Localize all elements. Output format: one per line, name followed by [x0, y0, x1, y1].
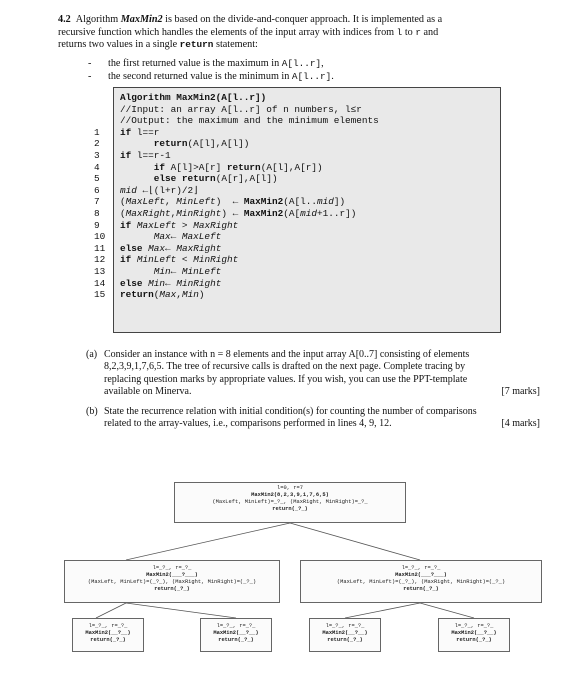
line-code: Max← MaxLeft [153, 231, 222, 243]
edge-l-lr [126, 603, 236, 618]
line-number: 2 [94, 138, 100, 150]
line-number: 14 [94, 277, 106, 289]
algorithm-line [94, 162, 494, 174]
line-code: else Min← MinRight [120, 277, 222, 289]
algorithm-line [94, 196, 494, 208]
tree-node-rl[interactable]: l=_?_, r=_?_ MaxMin2(__?__) return(_?_) [309, 618, 381, 652]
algorithm-input-comment: //Input: an array A[l..r] of n numbers, l≤r [120, 103, 362, 115]
algorithm-listing [94, 92, 494, 301]
line-code: return(A[l],A[l]) [153, 138, 250, 150]
line-number: 15 [94, 289, 106, 301]
algorithm-line [94, 150, 494, 162]
line-number: 9 [94, 219, 100, 231]
algorithm-line [94, 231, 494, 243]
line-number: 5 [94, 173, 100, 185]
line-number: 13 [94, 265, 106, 277]
line-number: 7 [94, 196, 100, 208]
algorithm-line [94, 173, 494, 185]
algorithm-output-comment: //Output: the maximum and the minimum elements [120, 115, 379, 127]
line-code: mid ←⌊(l+r)/2⌋ [120, 184, 199, 196]
line-number: 4 [94, 161, 100, 173]
part-b: (b) State the recurrence relation with initial condition(s) for counting the number of comparisons related to the array-values, i.e., comparisons performed in lines 4, 9, 12. [4 marks] [86, 406, 540, 430]
algorithm-line [94, 127, 494, 139]
algorithm-line [94, 254, 494, 266]
line-code: return(Max,Min) [120, 289, 205, 301]
tree-node-root[interactable]: l=0, r=7 MaxMin2(8,2,3,9,1,7,6,5) (MaxLeft, MinLeft)=_?_, (MaxRight, MinRight)=_?_ return(_?_) [174, 482, 406, 523]
part-a-marks: [7 marks] [501, 386, 540, 398]
tree-node-left[interactable]: l=_?_, r=_?_ MaxMin2(___?___) (MaxLeft, MinLeft)=(_?_), (MaxRight, MinRight)=(_?_) return(_?_) [64, 560, 280, 603]
line-code: (MaxLeft, MinLeft) ← MaxMin2(A[l..mid]) [120, 196, 346, 208]
line-code: else Max← MaxRight [120, 242, 222, 254]
algorithm-line [94, 185, 494, 197]
line-code: if MaxLeft > MaxRight [120, 219, 239, 231]
tree-node-ll[interactable]: l=_?_, r=_?_ MaxMin2(__?__) return(_?_) [72, 618, 144, 652]
algorithm-line [94, 220, 494, 232]
edge-r-rl [345, 603, 420, 618]
part-b-marks: [4 marks] [501, 418, 540, 430]
question-number: 4.2 [58, 14, 71, 25]
algorithm-name: MaxMin2 [120, 14, 163, 25]
line-code: if l==r-1 [120, 149, 171, 161]
return-values-list [96, 58, 516, 83]
tree-node-right[interactable]: l=_?_, r=_?_ MaxMin2(___?___) (MaxLeft, MinLeft)=(_?_), (MaxRight, MinRight)=(_?_) return(_?_) [300, 560, 542, 603]
bullet-max: - the first returned value is the maximum in A[l..r], [96, 58, 516, 71]
line-code: if A[l]>A[r] return(A[l],A[r]) [153, 161, 323, 173]
line-number: 1 [94, 126, 100, 138]
algorithm-line [94, 289, 494, 301]
part-a: (a) Consider an instance with n = 8 elements and the input array A[0..7] consisting of elements 8,2,3,9,1,7,6,5. The tree of recursive calls is drafted on the next page. Complete tracing by replacing question marks by appropriate values. If you wish, you can use the PPT-template available on Minerva. [7 marks] [86, 349, 540, 398]
line-number: 6 [94, 184, 100, 196]
algorithm-header: Algorithm MaxMin2(A[l..r]) [120, 92, 267, 103]
algorithm-line [94, 266, 494, 278]
tree-node-rr[interactable]: l=_?_, r=_?_ MaxMin2(__?__) return(_?_) [438, 618, 510, 652]
line-code: Min← MinLeft [153, 265, 222, 277]
edge-l-ll [96, 603, 126, 618]
edge-root-right [290, 523, 420, 560]
recursion-tree [0, 460, 580, 700]
algorithm-line [94, 138, 494, 150]
algorithm-line [94, 243, 494, 255]
tree-node-lr[interactable]: l=_?_, r=_?_ MaxMin2(__?__) return(_?_) [200, 618, 272, 652]
algorithm-line [94, 278, 494, 290]
algorithm-line [94, 208, 494, 220]
edge-r-rr [420, 603, 474, 618]
line-code: if MinLeft < MinRight [120, 254, 239, 266]
line-number: 3 [94, 149, 100, 161]
line-number: 12 [94, 254, 106, 266]
line-number: 8 [94, 207, 100, 219]
bullet-min: - the second returned value is the minimum in A[l..r]. [96, 71, 516, 84]
line-number: 11 [94, 242, 106, 254]
edge-root-left [126, 523, 290, 560]
line-code: else return(A[r],A[l]) [153, 173, 278, 185]
line-number: 10 [94, 231, 106, 243]
line-code: if l==r [120, 126, 160, 138]
line-code: (MaxRight,MinRight) ← MaxMin2(A[mid+1..r]) [120, 207, 357, 219]
question-intro: 4.2 Algorithm MaxMin2 is based on the divide-and-conquer approach. It is implemented as a recursive function which handles the elements of the input array with indices from l to r and returns two values in a single return statement: [58, 14, 443, 51]
